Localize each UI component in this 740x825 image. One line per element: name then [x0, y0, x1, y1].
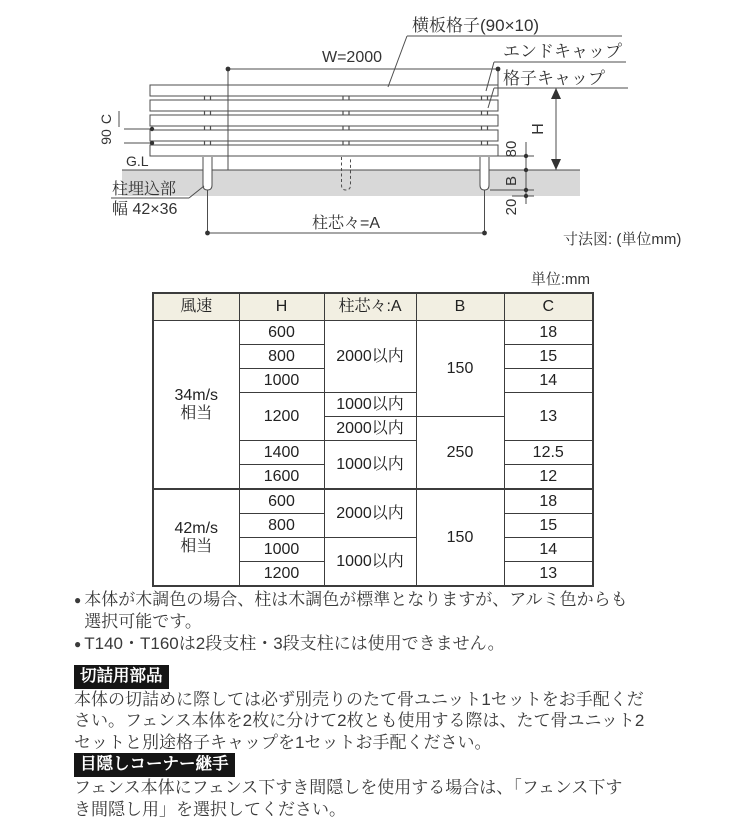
cell-c: 13 [504, 393, 593, 441]
cell-c: 15 [504, 514, 593, 538]
note-line: 本体が木調色の場合、柱は木調色が標準となりますが、アルミ色からも [84, 590, 628, 609]
cell-c: 18 [504, 489, 593, 514]
fence-dimension-diagram [0, 0, 740, 258]
bullet-icon: ● [74, 593, 82, 607]
wind-suffix: 相当 [180, 537, 213, 555]
cell-c: 13 [504, 562, 593, 587]
col-header-c: C [504, 293, 593, 321]
label-board-height: 90 [98, 129, 114, 145]
cell-c: 12.5 [504, 441, 593, 465]
cell-b: 150 [416, 321, 504, 417]
cell-h: 1200 [239, 562, 324, 587]
cell-h: 600 [239, 489, 324, 514]
section-cut-parts [74, 665, 680, 754]
col-header-a: 柱芯々:A [324, 293, 416, 321]
diagram-caption: 寸法図: (単位mm) [563, 231, 682, 248]
label-lattice-cap: 格子キャップ [503, 69, 605, 88]
left-post [203, 157, 212, 190]
bullet-icon: ● [74, 637, 82, 651]
col-header-wind: 風速 [153, 293, 239, 321]
label-dim-20: 20 [503, 198, 520, 216]
section-corner-joint [74, 753, 680, 820]
cell-h: 1000 [239, 369, 324, 393]
label-end-cap: エンドキャップ [503, 42, 622, 61]
label-dim-h: H [530, 123, 547, 135]
wind-speed: 34m/s [174, 386, 219, 404]
paragraph-line: き間隠し用」を選択してください。 [74, 799, 346, 819]
wind-speed: 42m/s [174, 519, 219, 537]
label-gap-c: C [98, 113, 114, 125]
cell-a: 2000以内 [324, 417, 416, 441]
label-post-embed-size: 幅 42×36 [112, 201, 178, 218]
note-item [74, 589, 680, 632]
label-width: W=2000 [321, 49, 383, 66]
note-text [84, 589, 627, 632]
cell-a: 2000以内 [324, 321, 416, 393]
label-post-pitch: 柱芯々=A [311, 215, 381, 232]
cell-c: 12 [504, 465, 593, 490]
label-post-embed: 柱埋込部 [112, 181, 177, 198]
cell-a: 2000以内 [324, 489, 416, 538]
section-paragraph [74, 777, 680, 820]
cell-h: 1000 [239, 538, 324, 562]
cell-h: 1200 [239, 393, 324, 441]
cell-c: 15 [504, 345, 593, 369]
cell-a: 1000以内 [324, 538, 416, 587]
section-paragraph [74, 689, 680, 754]
right-post [480, 157, 489, 190]
cell-c: 14 [504, 538, 593, 562]
note-line: T140・T160は2段支柱・3段支柱には使用できません。 [84, 634, 505, 653]
cell-c: 18 [504, 321, 593, 345]
cell-h: 1600 [239, 465, 324, 490]
label-dim-b: B [503, 175, 520, 187]
col-header-b: B [416, 293, 504, 321]
table-row [153, 489, 593, 514]
cell-a: 1000以内 [324, 441, 416, 490]
cell-c: 14 [504, 369, 593, 393]
label-dim-80: 80 [503, 140, 520, 158]
cell-a: 1000以内 [324, 393, 416, 417]
table-header-row [153, 293, 593, 321]
wind-speed-cell [153, 321, 239, 490]
cell-b: 150 [416, 489, 504, 586]
paragraph-line: フェンス本体にフェンス下すき間隠しを使用する場合は、「フェンス下す [74, 778, 623, 797]
table-unit-note: 単位:mm [530, 271, 590, 288]
cell-h: 600 [239, 321, 324, 345]
note-text [84, 633, 504, 655]
cell-h: 800 [239, 514, 324, 538]
paragraph-line: 本体の切詰めに際しては必ず別売りのたて骨ユニット1セットをお手配くだ [74, 689, 644, 709]
paragraph-line: さい。フェンス本体を2枚に分けて2枚とも使用する際は、たて骨ユニット2 [74, 711, 645, 730]
paragraph-line: セットと別途格子キャップを1セットお手配ください。 [74, 732, 492, 752]
label-board: 横板格子(90×10) [412, 16, 540, 35]
table-row [153, 321, 593, 345]
cell-h: 1400 [239, 441, 324, 465]
note-line: 選択可能です。 [84, 611, 202, 631]
fence-boards [150, 85, 498, 156]
note-item [74, 633, 680, 655]
cell-b: 250 [416, 417, 504, 490]
notes-and-sections [74, 589, 680, 820]
section-title-badge: 目隠しコーナー継手 [74, 753, 235, 777]
wind-spec-table [152, 292, 594, 587]
section-title-badge: 切詰用部品 [74, 665, 169, 689]
label-ground-line: G.L [126, 153, 149, 169]
col-header-h: H [239, 293, 324, 321]
wind-speed-cell [153, 489, 239, 586]
cell-h: 800 [239, 345, 324, 369]
wind-suffix: 相当 [180, 404, 213, 422]
